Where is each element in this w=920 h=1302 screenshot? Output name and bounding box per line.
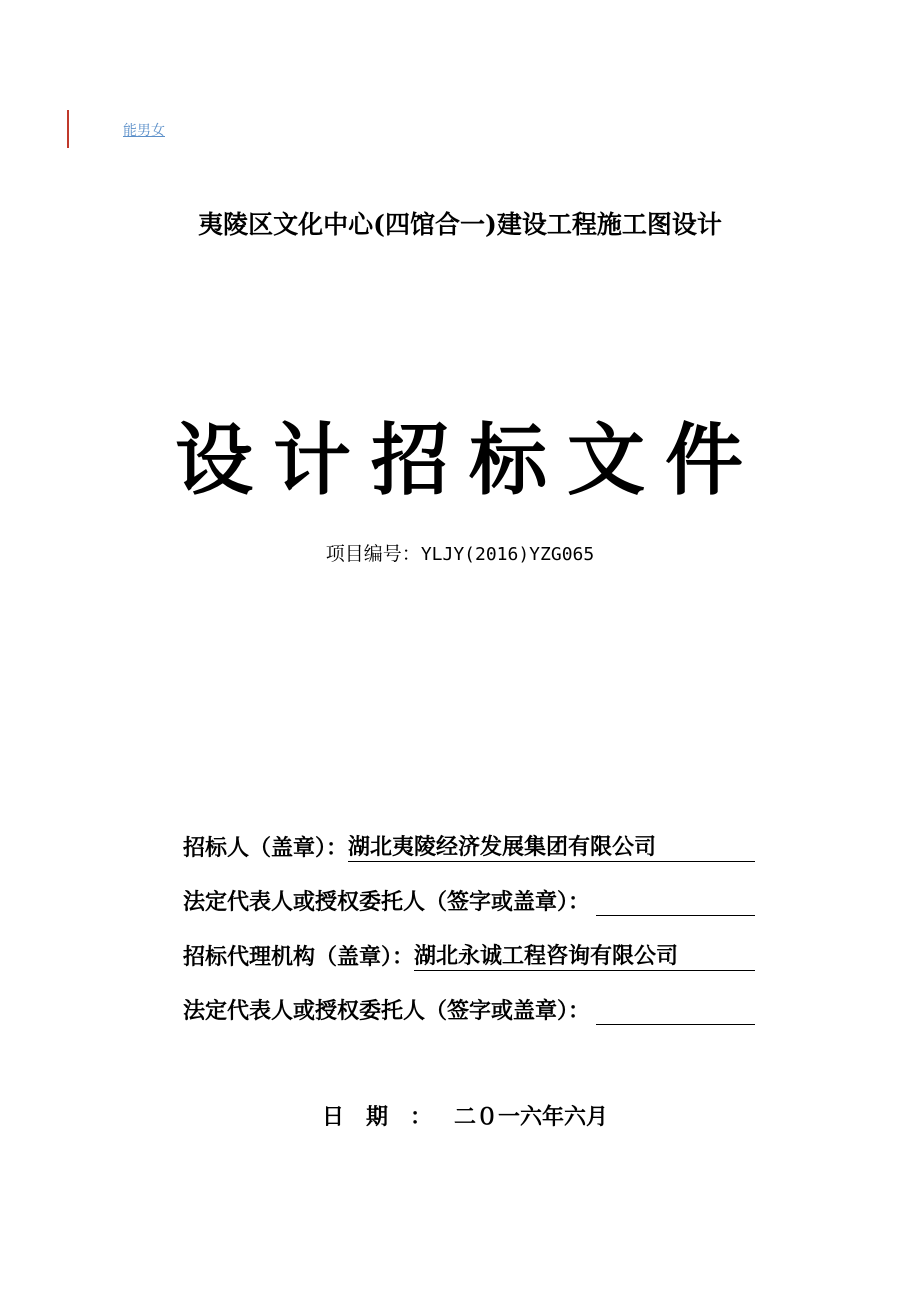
tenderer-representative-signature-line	[596, 914, 755, 916]
tenderer-representative-row	[183, 886, 755, 916]
agency-row	[183, 941, 755, 971]
agency-representative-row	[183, 995, 755, 1025]
agency-value: 湖北永诚工程咨询有限公司	[414, 943, 755, 971]
project-name: 夷陵区文化中心(四馆合一)建设工程施工图设计	[198, 210, 722, 239]
date-line	[322, 1100, 608, 1131]
project-number-label: 项目编号：	[325, 543, 421, 565]
margin-mark	[67, 110, 69, 148]
header-link[interactable]: 能男女	[123, 123, 165, 139]
tenderer-value: 湖北夷陵经济发展集团有限公司	[348, 834, 755, 862]
tenderer-representative-label: 法定代表人或授权委托人（签字或盖章）：	[183, 889, 591, 915]
project-number-value: YLJY(2016)YZG065	[420, 544, 595, 565]
tenderer-row	[183, 832, 755, 862]
agency-label: 招标代理机构（盖章）：	[183, 944, 415, 970]
project-number	[0, 539, 920, 566]
tenderer-label: 招标人（盖章）：	[183, 835, 349, 861]
agency-representative-label: 法定代表人或授权委托人（签字或盖章）：	[183, 998, 591, 1024]
date-value: 二０一六年六月	[454, 1104, 609, 1130]
date-label: 日期：	[322, 1104, 455, 1130]
document-title: 设计招标文件	[174, 415, 763, 506]
agency-representative-signature-line	[596, 1023, 755, 1025]
